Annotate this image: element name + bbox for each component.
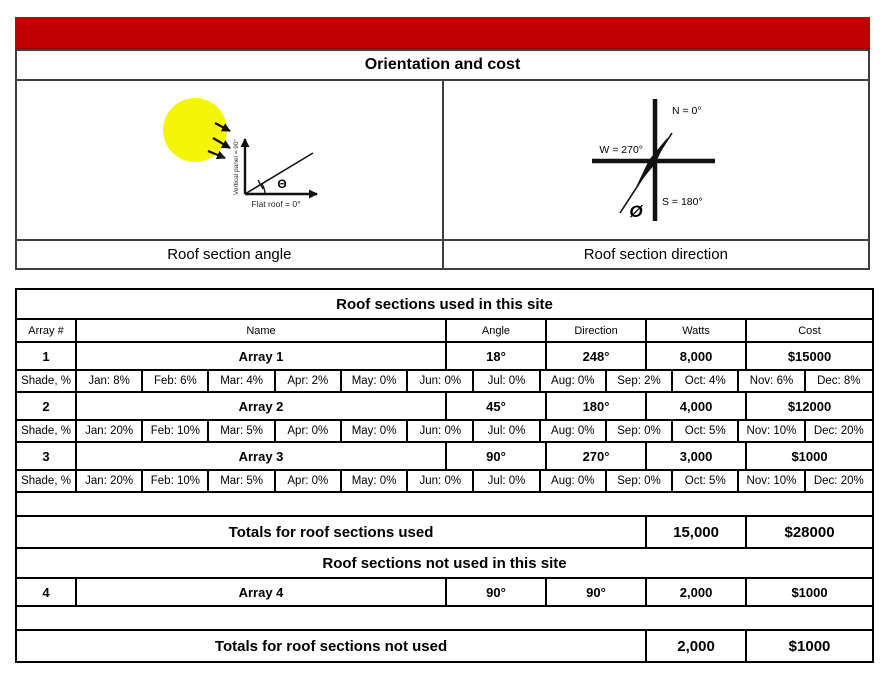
array-angle: 45°: [447, 393, 547, 419]
shade-row-2: [17, 421, 872, 443]
shade-oct: Oct: 5%: [673, 421, 739, 441]
array-row-1: [17, 343, 872, 371]
shade-dec: Dec: 8%: [817, 375, 861, 387]
shade-apr: Apr: 2%: [276, 371, 342, 391]
array-cost: $12000: [787, 398, 832, 414]
shade-row-3: [17, 471, 872, 493]
shade-row-1: [17, 371, 872, 393]
totals-not-used-row: [17, 631, 872, 661]
phi-symbol: Ø: [629, 202, 643, 221]
shade-jan: Jan: 20%: [77, 471, 143, 491]
roof-direction-caption: Roof section direction: [583, 246, 728, 263]
array-direction: 248°: [547, 343, 647, 369]
shade-jan: Jan: 20%: [77, 421, 143, 441]
used-section-title-row: [17, 290, 872, 320]
shade-jul: Jul: 0%: [474, 471, 540, 491]
diagram-row: [17, 81, 868, 241]
shade-may: May: 0%: [342, 421, 408, 441]
north-label: N = 0°: [671, 105, 702, 117]
shade-jun: Jun: 0%: [408, 371, 474, 391]
array-row-2: [17, 393, 872, 421]
array-name: Array 4: [77, 579, 447, 605]
array-direction: 270°: [547, 443, 647, 469]
array-row-3: [17, 443, 872, 471]
array-number: 4: [17, 579, 77, 605]
not-used-section-title: Roof sections not used in this site: [322, 554, 567, 572]
shade-label: Shade, %: [17, 421, 77, 441]
shade-jan: Jan: 8%: [77, 371, 143, 391]
roof-direction-svg: [444, 81, 870, 239]
totals-not-used-cost: $1000: [788, 637, 831, 655]
totals-not-used-watts: 2,000: [647, 631, 747, 661]
shade-mar: Mar: 4%: [209, 371, 275, 391]
col-cost: Cost: [798, 324, 821, 337]
shade-apr: Apr: 0%: [276, 471, 342, 491]
col-watts: Watts: [647, 320, 747, 341]
south-label: S = 180°: [661, 196, 703, 208]
shade-aug: Aug: 0%: [541, 371, 607, 391]
shade-aug: Aug: 0%: [541, 421, 607, 441]
totals-used-watts: 15,000: [647, 517, 747, 547]
shade-feb: Feb: 6%: [143, 371, 209, 391]
col-direction: Direction: [547, 320, 647, 341]
spacer-row: [17, 493, 872, 517]
orientation-box: [15, 49, 870, 270]
roof-direction-diagram: [444, 81, 870, 239]
shade-aug: Aug: 0%: [541, 471, 607, 491]
shade-feb: Feb: 10%: [143, 421, 209, 441]
title-banner: [15, 17, 870, 49]
col-name: Name: [77, 320, 447, 341]
roof-angle-caption: Roof section angle: [17, 241, 444, 268]
sun-icon: [163, 98, 227, 162]
array-number: 1: [17, 343, 77, 369]
array-watts: 2,000: [647, 579, 747, 605]
totals-used-label: Totals for roof sections used: [17, 517, 647, 547]
roof-angle-svg: [17, 81, 442, 239]
shade-dec: Dec: 20%: [813, 475, 864, 487]
shade-label: Shade, %: [17, 371, 77, 391]
shade-jul: Jul: 0%: [474, 421, 540, 441]
orientation-title: Orientation and cost: [17, 51, 868, 81]
totals-not-used-label: Totals for roof sections not used: [17, 631, 647, 661]
shade-jun: Jun: 0%: [408, 421, 474, 441]
shade-apr: Apr: 0%: [276, 421, 342, 441]
array-cost: $15000: [787, 348, 832, 364]
shade-label: Shade, %: [17, 471, 77, 491]
array-angle: 90°: [447, 443, 547, 469]
shade-feb: Feb: 10%: [143, 471, 209, 491]
array-number: 3: [17, 443, 77, 469]
west-label: W = 270°: [599, 144, 643, 156]
array-direction: 180°: [547, 393, 647, 419]
shade-jul: Jul: 0%: [474, 371, 540, 391]
vertical-axis-label: Vertical panel = 90°: [233, 138, 240, 196]
shade-jun: Jun: 0%: [408, 471, 474, 491]
col-array-number: Array #: [17, 320, 77, 341]
spacer-row: [17, 607, 872, 631]
shade-mar: Mar: 5%: [209, 471, 275, 491]
roof-sections-table: [15, 288, 874, 663]
array-angle: 18°: [447, 343, 547, 369]
totals-used-row: [17, 517, 872, 549]
array-name: Array 2: [77, 393, 447, 419]
shade-sep: Sep: 2%: [607, 371, 673, 391]
shade-nov: Nov: 10%: [739, 471, 805, 491]
shade-sep: Sep: 0%: [607, 421, 673, 441]
theta-symbol: Θ: [277, 177, 287, 191]
array-watts: 8,000: [647, 343, 747, 369]
col-angle: Angle: [447, 320, 547, 341]
shade-dec: Dec: 20%: [813, 425, 864, 437]
array-name: Array 3: [77, 443, 447, 469]
array-watts: 4,000: [647, 393, 747, 419]
array-name: Array 1: [77, 343, 447, 369]
shade-sep: Sep: 0%: [607, 471, 673, 491]
array-cost: $1000: [791, 448, 828, 464]
totals-used-cost: $28000: [784, 523, 835, 541]
array-number: 2: [17, 393, 77, 419]
used-section-title: Roof sections used in this site: [336, 295, 553, 313]
shade-may: May: 0%: [342, 371, 408, 391]
not-used-section-title-row: [17, 549, 872, 579]
roof-angle-diagram: [17, 81, 444, 239]
array-cost: $1000: [791, 584, 828, 600]
array-row-4: [17, 579, 872, 607]
horizontal-axis-label: Flat roof = 0°: [251, 199, 301, 209]
shade-nov: Nov: 10%: [739, 421, 805, 441]
shade-nov: Nov: 6%: [739, 371, 805, 391]
shade-oct: Oct: 4%: [673, 371, 739, 391]
orientation-panel: [15, 17, 870, 270]
array-angle: 90°: [447, 579, 547, 605]
shade-oct: Oct: 5%: [673, 471, 739, 491]
array-direction: 90°: [547, 579, 647, 605]
column-header-row: [17, 320, 872, 343]
array-watts: 3,000: [647, 443, 747, 469]
shade-mar: Mar: 5%: [209, 421, 275, 441]
shade-may: May: 0%: [342, 471, 408, 491]
caption-row: [17, 241, 868, 268]
